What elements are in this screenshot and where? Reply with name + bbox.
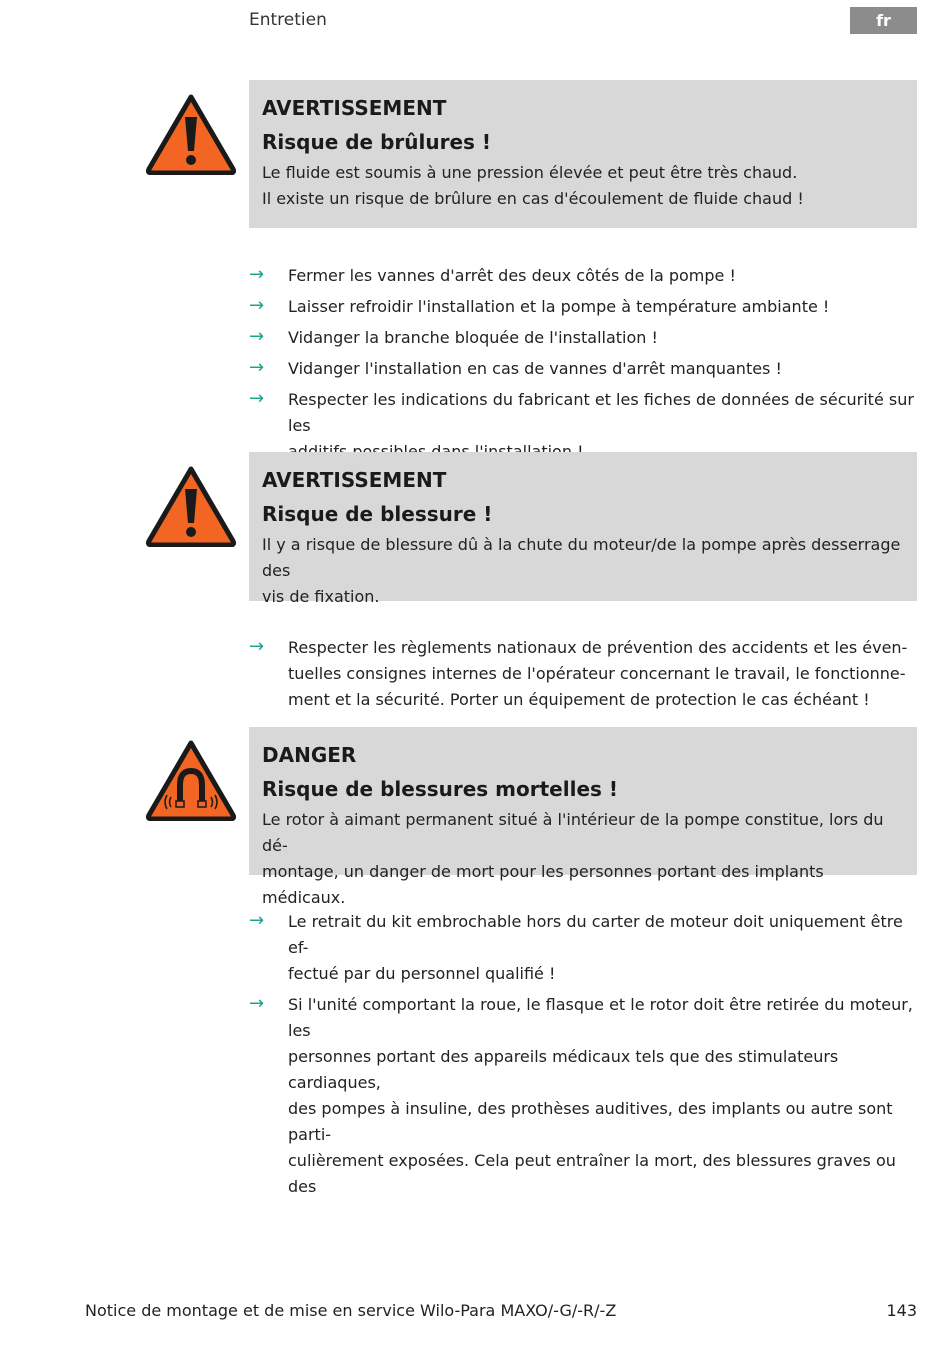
page-number: 143 [886, 1301, 917, 1320]
warning-exclamation-icon [145, 93, 237, 175]
warning-title: Risque de brûlures ! [262, 130, 492, 154]
language-badge: fr [850, 7, 917, 34]
warning-title: Risque de blessure ! [262, 502, 493, 526]
warning-line: Il existe un risque de brûlure en cas d'écoulement de fluide chaud ! [262, 189, 804, 208]
arrow-right-icon: → [249, 993, 265, 1014]
warning-magnet-icon [145, 739, 237, 821]
arrow-right-icon: → [249, 636, 265, 657]
warning-text [262, 532, 903, 610]
arrow-right-icon: → [249, 910, 265, 931]
footer-document-title: Notice de montage et de mise en service Wilo-Para MAXO/-G/-R/-Z [85, 1301, 617, 1320]
warning-line: vis de fixation. [262, 587, 380, 606]
instruction-item: → Le retrait du kit embrochable hors du carter de moteur doit uniquement être ef- fectué par du personnel qualifié ! [249, 910, 903, 983]
arrow-right-icon: → [249, 357, 265, 378]
warning-box-burns [249, 80, 917, 228]
instruction-item: → Laisser refroidir l'installation et la pompe à température ambiante ! [249, 294, 917, 320]
instruction-list [249, 909, 917, 1205]
warning-title: Risque de blessures mortelles ! [262, 777, 618, 801]
arrow-right-icon: → [249, 295, 265, 316]
warning-box-injury [249, 452, 917, 606]
instruction-list [249, 635, 917, 718]
instruction-item: → Respecter les indications du fabricant et les fiches de données de sécurité sur les [249, 388, 914, 435]
signal-word: AVERTISSEMENT [262, 96, 447, 120]
warning-box-danger [249, 727, 917, 907]
warning-text [262, 160, 903, 212]
warning-exclamation-icon [145, 465, 237, 547]
warning-line: montage, un danger de mort pour les personnes portant des implants médicaux. [262, 862, 824, 907]
instruction-item: → Vidanger l'installation en cas de vannes d'arrêt manquantes ! [249, 356, 917, 382]
arrow-right-icon: → [249, 264, 265, 285]
warning-line: Le fluide est soumis à une pression élevée et peut être très chaud. [262, 163, 798, 182]
instruction-item: → Si l'unité comportant la roue, le flasque et le rotor doit être retirée du moteur, les personnes portant des appareils médicaux tels que des stimulateurs cardiaques, des pompes à insuline, des prothèses auditives, des implants ou autre sont parti- culièrement exposées. Cela peut entraîner la mort, des blessures graves ou des [249, 993, 913, 1196]
instruction-item: → Respecter les règlements nationaux de prévention des accidents et les éven- tuelles consignes internes de l'opérateur concernant le travail, le fonctionne- ment et la sécurité. Porter un équipement de protection le cas échéant ! [249, 636, 908, 709]
instruction-list [249, 263, 917, 470]
arrow-right-icon: → [249, 326, 265, 347]
signal-word: DANGER [262, 743, 357, 767]
instruction-item: → Vidanger la branche bloquée de l'installation ! [249, 325, 917, 351]
instruction-item: → Fermer les vannes d'arrêt des deux côtés de la pompe ! [249, 263, 917, 289]
warning-text [262, 807, 903, 911]
section-title: Entretien [249, 10, 327, 30]
arrow-right-icon: → [249, 388, 265, 409]
warning-line: Le rotor à aimant permanent situé à l'intérieur de la pompe constitue, lors du dé- [262, 810, 884, 855]
signal-word: AVERTISSEMENT [262, 468, 447, 492]
warning-line: Il y a risque de blessure dû à la chute du moteur/de la pompe après desserrage des [262, 535, 901, 580]
